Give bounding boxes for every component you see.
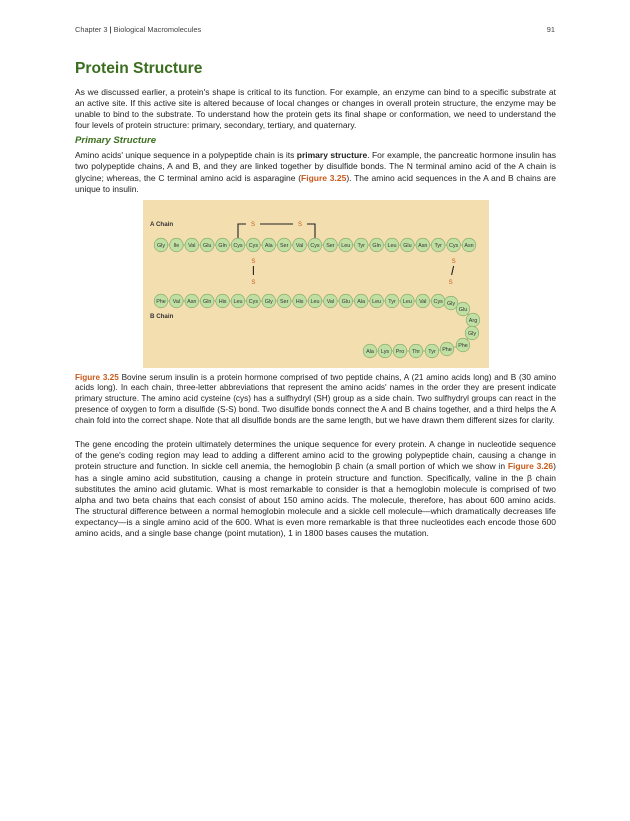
primary-structure-term: primary structure xyxy=(296,150,368,161)
sulfur-label: S xyxy=(297,221,302,228)
a-chain-residue-label: Gln xyxy=(371,242,381,249)
page-content xyxy=(75,60,556,539)
a-chain-residue-label: Ser xyxy=(325,242,335,249)
b-chain-residue-label: Phe xyxy=(441,346,452,353)
insulin-figure xyxy=(143,200,489,368)
a-chain-residue-label: Asn xyxy=(417,242,427,249)
a-chain-residue-label: Val xyxy=(187,242,195,249)
chapter-number: Chapter 3 xyxy=(75,25,108,34)
a-chain-residue-label: Ala xyxy=(264,242,273,249)
b-chain-residue-label: Ala xyxy=(365,348,374,355)
a-chain-residue-label: Leu xyxy=(387,242,396,249)
b-chain-residue-label: Val xyxy=(418,298,426,305)
b-chain-residue-label: Leu xyxy=(310,298,319,305)
a-chain-residue-label: Gly xyxy=(156,242,165,249)
figure-caption-label: Figure 3.25 xyxy=(75,372,119,382)
intro-paragraph: As we discussed earlier, a protein's shape is critical to its function. For example, an enzyme can bind to a specific substrate at an active site. If this active site is altered because of local changes or changes in overall protein structure, the enzyme may be unable to bind to the substrate. To understand how the protein gets its final shape or conformation, we need to understand the four levels of protein structure: primary, secondary, tertiary, and quaternary. xyxy=(75,87,556,131)
b-chain-residue-label: Glu xyxy=(341,298,350,305)
b-chain-residue-label: His xyxy=(218,298,226,305)
p1-text-b: . For example, the pancreatic hormone insulin has two polypeptide chains, A and B, and they are linked together by disulfide bonds. The N terminal amino acid of the A chain is glycine; whereas, the C terminal amino acid is asparagine ( xyxy=(75,150,557,183)
figure-caption xyxy=(75,373,556,427)
primary-structure-paragraph xyxy=(75,150,556,194)
header-separator: | xyxy=(109,25,112,34)
b-chain-residue-label: Arg xyxy=(468,317,477,324)
subsection-title: Primary Structure xyxy=(75,135,157,147)
p2-text-a: The gene encoding the protein ultimately determines the unique sequence for every protein. A change in nucleotide sequence of the gene's coding region may lead to adding a different amino acid to the growing polypeptide chain, causing a change in protein structure and function. In sickle cell anemia, the hemoglobin β chain (a small portion of which we show in xyxy=(75,439,556,472)
b-chain-residue-label: Leu xyxy=(371,298,381,305)
b-chain-residue-label: Val xyxy=(326,298,334,305)
a-chain-residue-label: Tyr xyxy=(356,242,365,249)
a-chain-residue-label: Ile xyxy=(173,242,179,249)
sulfur-label: S xyxy=(250,221,255,228)
b-chain-residue-label: Thr xyxy=(411,348,420,355)
a-chain-residue-label: Leu xyxy=(340,242,350,249)
b-chain-residue-label: Gln xyxy=(202,298,211,305)
section-title: Protein Structure xyxy=(75,60,203,77)
b-chain-residue-label: Tyr xyxy=(427,348,436,355)
b-chain-residue-label: Ala xyxy=(356,298,365,305)
a-chain-residue-label: Glu xyxy=(202,242,211,249)
sulfur-label: S xyxy=(448,279,453,286)
a-chain-residue-label: Asn xyxy=(463,242,474,249)
b-chain-residue-label: Gly xyxy=(467,330,476,337)
figure-background xyxy=(143,200,489,368)
b-chain-residue-label: Gly xyxy=(446,300,455,307)
b-chain-residue-label: His xyxy=(295,298,303,305)
b-chain-residue-label: Leu xyxy=(233,298,242,305)
a-chain-residue-label: Glu xyxy=(402,242,412,249)
p2-text-b: ) has a single amino acid substitution, causing a change in protein structure and function. Specifically, valine in the β chain substitutes the amino acid glutamic. What is most remarkable to consider is that a hemoglobin molecule is comprised of two alpha and two beta chains that each consist of about 150 amino acids. The molecule, therefore, has about 600 amino acids. The structural difference between a normal hemoglobin molecule and a sickle cell molecule—which dramatically decreases life expectancy—is a single amino acid of the 600. What is even more remarkable is that three nucleotides each encode those 600 amino acids, and a single base change (point mutation), 1 in 1800 bases causes the mutation. xyxy=(75,461,556,539)
figure-caption-text: Bovine serum insulin is a protein hormone comprised of two peptide chains, A (21 amino acids long) and B (30 amino acids long). In each chain, three-letter abbreviations that represent the amino acids' names in the order they are present indicate primary structure. The amino acid cysteine (cys) has a sulfhydryl (SH) group as a side chain. Two sulfhydryl groups can react in the presence of oxygen to form a disulfide (S-S) bond. Two disulfide bonds connect the A and B chains together, and a third helps the A chain fold into the correct shape. Note that all disulfide bonds are the same length, but we have drawn them different sizes for clarity. xyxy=(75,372,556,425)
a-chain-residue-label: Val xyxy=(295,242,303,249)
b-chain-residue-label: Ser xyxy=(279,298,288,305)
a-chain-residue-label: Cys xyxy=(309,242,320,249)
b-chain-residue-label: Gly xyxy=(264,298,273,305)
a-chain-residue-label: Cys xyxy=(248,242,258,249)
b-chain-residue-label: Phe xyxy=(155,298,166,305)
figure-3-26-link[interactable]: Figure 3.26 xyxy=(507,461,554,472)
b-chain-residue-label: Tyr xyxy=(387,298,396,305)
a-chain-label: A Chain xyxy=(149,220,173,228)
chapter-label xyxy=(75,25,201,34)
a-chain-residue-label: Gln xyxy=(217,242,227,249)
insulin-diagram xyxy=(143,200,489,368)
a-chain-residue-label: Tyr xyxy=(433,242,442,249)
b-chain-residue-label: Pro xyxy=(395,348,404,355)
p1-text-a: Amino acids' unique sequence in a polypeptide chain is its xyxy=(75,150,297,161)
a-chain-residue-label: Ser xyxy=(279,242,288,249)
chapter-title: Biological Macromolecules xyxy=(113,25,202,34)
b-chain-residue-label: Leu xyxy=(402,298,412,305)
a-chain-residue-label: Cys xyxy=(232,242,243,249)
b-chain-residue-label: Glu xyxy=(458,306,467,313)
b-chain-residue-label: Cys xyxy=(433,298,443,305)
sulfur-label: S xyxy=(250,279,255,286)
b-chain-residue-label: Phe xyxy=(457,342,468,349)
b-chain-label: B Chain xyxy=(149,312,173,320)
b-chain-residue-label: Cys xyxy=(248,298,258,305)
sickle-cell-paragraph xyxy=(75,439,556,539)
a-chain-residue-label: Cys xyxy=(448,242,458,249)
sulfur-label: S xyxy=(250,258,255,265)
b-chain-residue-label: Asn xyxy=(186,298,196,305)
figure-3-25-link[interactable]: Figure 3.25 xyxy=(301,172,347,183)
b-chain-residue-label: Lys xyxy=(380,348,389,355)
b-chain-residue-label: Val xyxy=(172,298,180,305)
p1-text-c: ). The amino acid sequences in the A and B chains are unique to insulin. xyxy=(75,172,557,194)
running-header xyxy=(75,25,555,37)
sulfur-label: S xyxy=(451,258,456,265)
page-number: 91 xyxy=(546,25,555,34)
